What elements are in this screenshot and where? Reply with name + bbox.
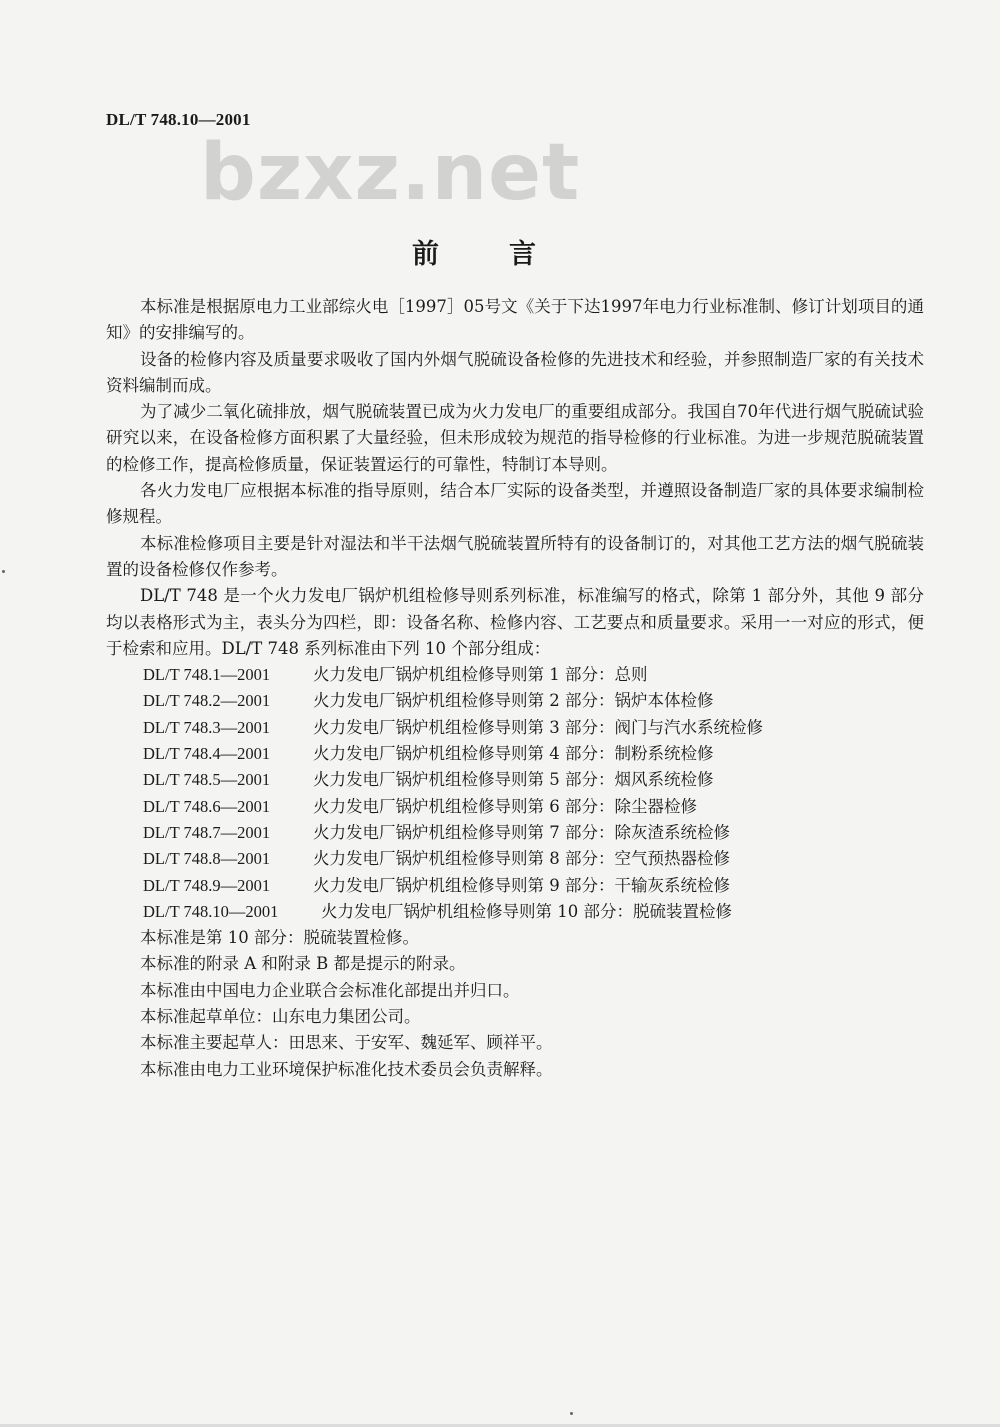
list-item	[106, 873, 924, 899]
paragraph: 设备的检修内容及质量要求吸收了国内外烟气脱硫设备检修的先进技术和经验，并参照制造厂家的有关技术资料编制而成。	[106, 349, 924, 395]
list-item	[106, 741, 924, 767]
part-code: DL/T 748.5—2001	[143, 770, 271, 790]
paragraph: 本标准是根据原电力工业部综火电［1997］05号文《关于下达1997年电力行业标准制、修订计划项目的通知》的安排编写的。	[106, 297, 924, 343]
paragraph: DL/T 748 是一个火力发电厂锅炉机组检修导则系列标准，标准编写的格式，除第 1 部分外，其他 9 部分均以表格形式为主，表头分为四栏，即：设备名称、检修内容、工艺要点和质量要求。采用一一对应的形式，便于检索和应用。DL/T 748 系列标准由下列 10 个部分组成：	[106, 586, 924, 658]
closing-line: 本标准是第 10 部分：脱硫装置检修。	[140, 928, 419, 948]
watermark: bzxz.net	[200, 128, 581, 218]
part-code: DL/T 748.3—2001	[143, 717, 271, 737]
part-code: DL/T 748.8—2001	[143, 849, 271, 869]
list-item	[106, 899, 924, 925]
part-title: 火力发电厂锅炉机组检修导则第 4 部分：制粉系统检修	[313, 744, 714, 764]
part-title: 火力发电厂锅炉机组检修导则第 7 部分：除灰渣系统检修	[313, 822, 730, 842]
closing-line: 本标准起草单位：山东电力集团公司。	[140, 1007, 421, 1027]
page-title: 前言	[412, 239, 606, 270]
part-title: 火力发电厂锅炉机组检修导则第 1 部分：总则	[313, 665, 648, 685]
part-code: DL/T 748.9—2001	[143, 875, 271, 895]
list-item	[106, 794, 924, 820]
part-code: DL/T 748.2—2001	[143, 691, 271, 711]
list-item	[106, 688, 924, 714]
scan-speck	[570, 1412, 573, 1415]
part-title: 火力发电厂锅炉机组检修导则第 5 部分：烟风系统检修	[313, 770, 714, 790]
list-item	[106, 820, 924, 846]
list-item	[106, 662, 924, 688]
closing-line: 本标准由中国电力企业联合会标准化部提出并归口。	[140, 980, 520, 1000]
part-code: DL/T 748.4—2001	[143, 744, 271, 764]
part-code: DL/T 748.7—2001	[143, 822, 271, 842]
part-title: 火力发电厂锅炉机组检修导则第 10 部分：脱硫装置检修	[321, 901, 732, 921]
closing-line: 本标准由电力工业环境保护标准化技术委员会负责解释。	[140, 1059, 553, 1079]
paragraph: 为了减少二氧化硫排放，烟气脱硫装置已成为火力发电厂的重要组成部分。我国自70年代进行烟气脱硫试验研究以来，在设备检修方面积累了大量经验，但未形成较为规范的指导检修的行业标准。为进一步规范脱硫装置的检修工作，提高检修质量，保证装置运行的可靠性，特制订本导则。	[106, 402, 924, 474]
list-item	[106, 767, 924, 793]
part-title: 火力发电厂锅炉机组检修导则第 9 部分：干输灰系统检修	[313, 875, 730, 895]
list-item	[106, 715, 924, 741]
part-title: 火力发电厂锅炉机组检修导则第 3 部分：阀门与汽水系统检修	[313, 717, 763, 737]
paragraph: 各火力发电厂应根据本标准的指导原则，结合本厂实际的设备类型，并遵照设备制造厂家的具体要求编制检修规程。	[106, 481, 924, 527]
part-title: 火力发电厂锅炉机组检修导则第 8 部分：空气预热器检修	[313, 849, 730, 869]
part-title: 火力发电厂锅炉机组检修导则第 6 部分：除尘器检修	[313, 796, 697, 816]
closing-line: 本标准的附录 A 和附录 B 都是提示的附录。	[140, 954, 466, 974]
scan-speck	[2, 570, 5, 573]
foreword-body	[106, 294, 924, 1083]
paragraph: 本标准检修项目主要是针对湿法和半干法烟气脱硫装置所特有的设备制订的，对其他工艺方法的烟气脱硫装置的设备检修仅作参考。	[106, 533, 924, 579]
list-item	[106, 846, 924, 872]
standard-code-header: DL/T 748.10—2001	[106, 110, 251, 129]
parts-list	[106, 662, 924, 925]
closing-line: 本标准主要起草人：田思来、于安军、魏延军、顾祥平。	[140, 1033, 553, 1053]
part-code: DL/T 748.10—2001	[143, 901, 279, 921]
part-code: DL/T 748.6—2001	[143, 796, 271, 816]
part-title: 火力发电厂锅炉机组检修导则第 2 部分：锅炉本体检修	[313, 691, 714, 711]
part-code: DL/T 748.1—2001	[143, 665, 271, 685]
